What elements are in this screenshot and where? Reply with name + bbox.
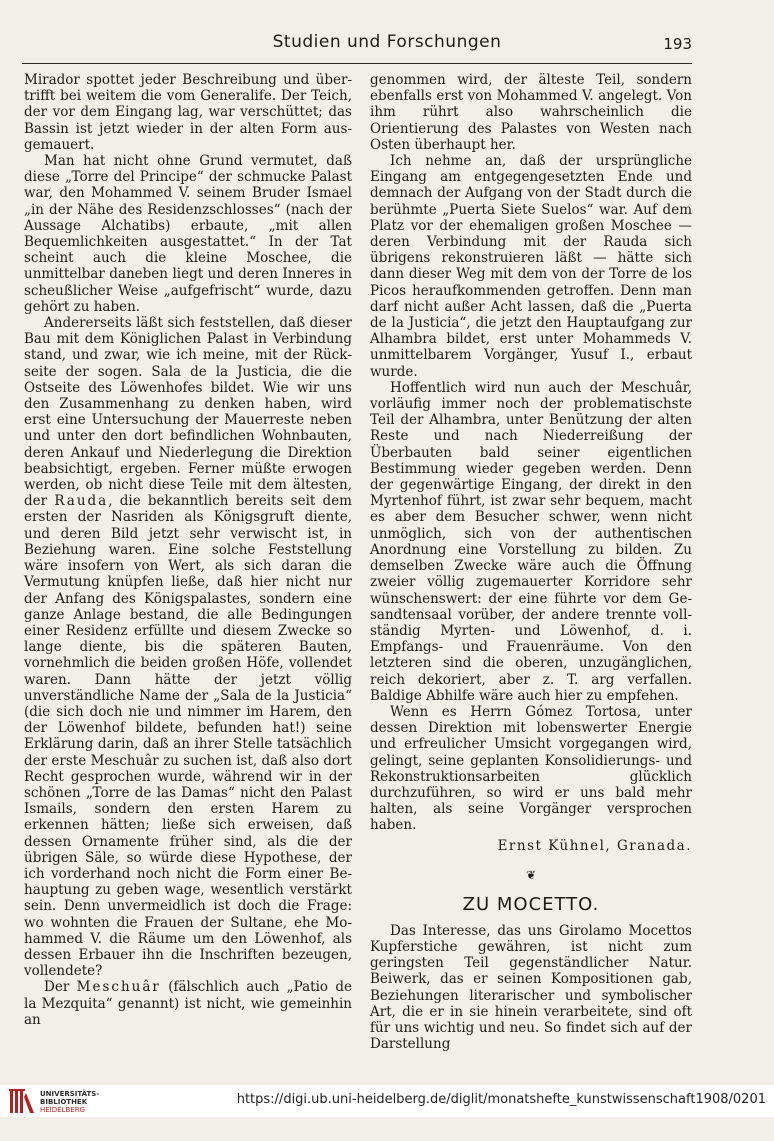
text-run: (fälschlich auch „Patio de la Mezquita“ genannt) ist nicht, wie gemeinhin an [24, 979, 353, 1028]
paragraph: Man hat nicht ohne Grund vermutet, daß diese „Torre del Principe“ der schmucke Palast war, den Mohammed V. seinem Bruder Ismael „in der Nähe des Residenzschlosses“ (nach der Aussage Alchatibs) erbaute, „mit allen Bequemlichkeiten ausgestattet.“ In der Tat scheint auch die kleine Moschee, die unmittelbar daneben liegt und deren Inneres in scheußlicher Weise „aufgefrischt“ wurde, dazu gehört zu haben. [24, 153, 352, 315]
text-run: Der [44, 979, 77, 996]
library-name-line: BIBLIOTHEK [40, 1098, 88, 1106]
paragraph [24, 979, 352, 1028]
paragraph: Das Interesse, das uns Girolamo Mocettos Kupferstiche gewähren, ist nicht zum geringsten Teil gegenständlicher Natur. Beiwerk, das er seinen Kompositionen gab, Beziehungen literarischer und symbolischer Art, die er in sie hinein verarbeitete, sind oft für uns wichtig und neu. So findet sich auf der Darstellung [370, 922, 692, 1053]
left-column [24, 72, 352, 1028]
paragraph: Ich nehme an, daß der ursprüngliche Eingang am entgegengesetzten Ende und demnach der Aufgang von der Stadt durch die berühmte „Puerta Siete Suelos“ war. Auf dem Platz vor der ehemaligen großen Moschee — deren Verbindung mit der Rauda sich übrigens rekonstruieren läßt — hätte sich dann dieser Weg mit dem von der Torre de los Picos heraufkommenden getroffen. Denn man darf nicht außer Acht lassen, daß die „Puerta de la Justicia“, die jetzt den Hauptaufgang zur Alhambra bildet, erst unter Mohammeds V. unmittelbarem Vorgänger, Yusuf I., erbaut wurde. [370, 153, 692, 380]
author-signature: Ernst Kühnel, Granada. [497, 837, 692, 854]
text-run: , die bekanntlich bereits seit dem ersten der Nasriden als Königsgruft diente, und deren Bild jetzt sehr verwischt ist, in Beziehung waren. Eine solche Feststellung wäre insofern von Wert, als sich daran die Vermutung knüpfen ließe, daß hier nicht nur der Anfang des Königspalastes, sondern eine ganze Anlage bestand, die alle Bedingungen einer Residenz erfüllte und diesem Zwecke so lange diente, bis die späteren Bauten, vornehmlich die beiden großen Höfe, vollendet waren. Dann hätte der jetzt völlig unverständliche Name der „Sala de la Justicia“ (die sich doch nie und nimmer im Harem, den der Löwenhof bildete, befunden hat!) seine Erklärung darin, daß an ihrer Stelle tatsächlich der erste Meschuâr zu suchen ist, daß also dort Recht gesprochen wurde, während wir in der schönen „Torre de las Damas“ nicht den Palast Ismails, sondern den ersten Harem zu erkennen hätten; ließe sich erweisen, daß dessen Ornamente früher sind, als die der übrigen Säle, so würde diese Hypothese, der ich vorderhand noch nicht die Form einer Behauptung zu geben wage, wesentlich verstärkt sein. Denn unvermeidlich ist doch die Frage: wo wohnten die Frauen der Sultane, ehe Mohammed V. die Räume um den Löwenhof, als dessen Erbauer ihn die Inschriften bezeugen, vollendete? [24, 493, 352, 980]
spaced-term-meschuar: Meschuâr [76, 979, 161, 996]
spaced-term-rauda: Rauda [54, 493, 109, 510]
paragraph: Wenn es Herrn Gómez Tortosa, unter dessen Direktion mit lobenswerter Energie und erfreulicher Umsicht vorgegangen wird, gelingt, seine geplanten Konsolidierungs- und Rekonstruktionsarbeiten glücklich durchzuführen, so wird er uns bald mehr halten, als seine Vorgänger versprochen haben. [370, 703, 692, 834]
paragraph: genommen wird, der älteste Teil, sondern ebenfalls erst von Mohammed V. angelegt. Von ihm rührt also wahrscheinlich die Orientierung des Palastes von Westen nach Osten überhaupt her. [370, 72, 692, 153]
header-rule [22, 63, 692, 64]
ornament-icon: ❦ [525, 867, 537, 882]
page-header [0, 32, 774, 58]
source-url-link[interactable]: https://digi.ub.uni-heidelberg.de/diglit/monatshefte_kunstwissenschaft1908/0201 [236, 1092, 766, 1107]
paragraph: Mirador spottet jeder Beschreibung und übertrifft bei weitem die vom Generalife. Der Teich, der vor dem Eingang lag, war verschüttet; das Bassin ist jetzt wieder in der alten Form ausgemauert. [24, 72, 352, 153]
text-run: Andererseits läßt sich feststellen, daß dieser Bau mit dem Königlichen Palast in Verbindung stand, und zwar, wie ich meine, mit der Rückseite der sogen. Sala de la Justicia, die die Ostseite des Löwenhofes bildet. Wie wir uns den Zusammenhang zu denken haben, wird erst eine Untersuchung der Mauerreste neben und unter den dort befindlichen Wohnbauten, deren Ankauf und Niederlegung die Direktion beabsichtigt, ergeben. Ferner müßte erwogen werden, ob nicht diese Teile mit dem ältesten, der [24, 315, 352, 510]
library-name [40, 1090, 99, 1114]
library-name-line: HEIDELBERG [40, 1106, 85, 1114]
page-number: 193 [663, 35, 692, 53]
article-title: ZU MOCETTO. [462, 893, 600, 915]
library-name-line: UNIVERSITÄTS- [40, 1090, 100, 1098]
right-column [370, 72, 692, 1052]
paragraph: Hoffentlich wird nun auch der Meschuâr, vorläufig immer noch der problematischste Teil der Alhambra, unter Benützung der alten Reste und nach Niederreißung der Überbauten bald seiner eigentlichen Bestimmung wieder gegeben werden. Denn der gegenwärtige Eingang, der direkt in den Myrtenhof führt, ist zwar sehr bequem, macht es aber dem Besucher schwer, wenn nicht unmöglich, sich von der authentischen Anordnung eine Vorstellung zu bilden. Zu demselben Zwecke wäre auch die Öffnung zweier völlig zugemauerter Korridore sehr wünschenswert: der eine führte vor dem Gesandtensaal vorüber, der andere trennte vollständig Myrten- und Löwenhof, d. i. Empfangs- und Frauenräume. Von den letzteren sind die oberen, unzugänglichen, reich dekoriert, aber z. T. arg verfallen. Baldige Abhilfe wäre auch hier zu empfehen. [370, 379, 692, 704]
footer-bar [0, 1085, 774, 1117]
running-head: Studien und Forschungen [272, 32, 502, 52]
paragraph [24, 315, 352, 979]
university-library-logo-icon [8, 1087, 36, 1115]
